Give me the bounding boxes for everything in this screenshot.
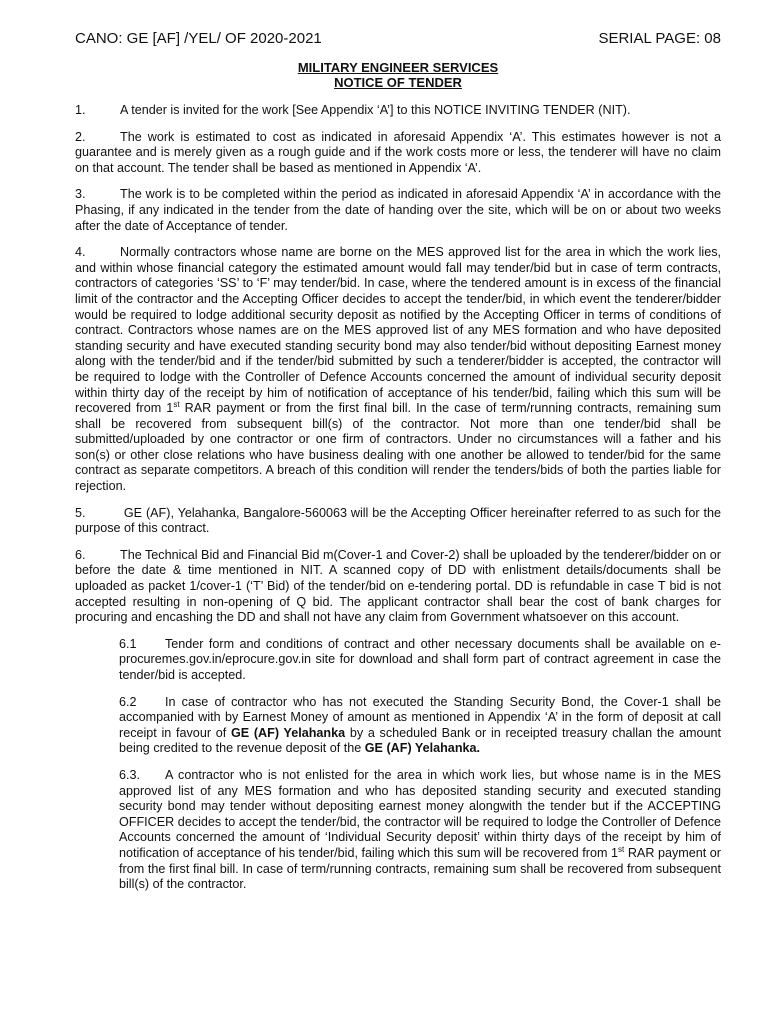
document-page: [75, 30, 721, 893]
paragraph-3: [75, 187, 721, 234]
paragraph-text: A tender is invited for the work [See Appendix ‘A’] to this NOTICE INVITING TENDER (NIT).: [120, 103, 631, 117]
paragraph-text: The work is estimated to cost as indicated in aforesaid Appendix ‘A’. This estimates however is not a guarantee and is merely given as a rough guide and if the work costs more or less, the tenderer will have no claim on that account. The tender shall be based as mentioned in Appendix ‘A’.: [75, 129, 721, 175]
paragraph-text: The work is to be completed within the period as indicated in aforesaid Appendix ‘A’ in accordance with the Phasing, if any indicated in the tender from the date of handing over the site, which will be on or about two weeks after the date of Acceptance of tender.: [75, 187, 721, 233]
page-header: [75, 30, 721, 48]
paragraph-number: 5.: [75, 505, 86, 520]
bold-office-name: GE (AF) Yelahanka: [230, 725, 346, 740]
paragraph-number: 6.: [75, 547, 86, 562]
paragraph-number: 3.: [75, 187, 86, 202]
subparagraph-text: Tender form and conditions of contract and other necessary documents shall be available on e-procuremes.gov.in/eprocure.gov.in site for download and shall form part of contract agreement in case the tender/bid is accepted.: [119, 636, 721, 682]
paragraph-text-cont: RAR payment or from the first final bill. In the case of term/running contracts, remaining sum shall be recovered from subsequent bill(s) of the contractor. Not more than one tender/bid shall be submitted/uploaded by one contractor or one firm of contractors. Under no circumstances will a father and his son(s) or other close relations who have business dealing with one another be allowed to tender/bid for the same contract as separate competitors. A breach of this condition will render the tenders/bids of both the parties liable for rejection.: [75, 401, 721, 494]
paragraph-text: Normally contractors whose name are borne on the MES approved list for the area in which the work lies, and within whose financial category the estimated amount would fall may tender/bid but in case of term contracts, contractors of categories ‘SS’ to ‘F’ may tender/bid. In case, where the tendered amount is in excess of the financial limit of the contractor and the Accepting Officer decides to accept the tender/bid, in which event the tenderer/bidder would be required to lodge additional security deposit as notified by the Accepting Officer in terms of conditions of contract. Contractors whose names are on the MES approved list of any MES formation and who have deposited standing security and have executed standing security bond may also tender/bid without depositing Earnest money along with the tender/bid and if the tender/bid submitted by such a tenderer/bidder is accepted, the contractor will be required to lodge with the Controller of Defence Accounts concerned the amount of individual security deposit within thirty day of the receipt by him of notification of acceptance of his tender/bid, failing which this sum will be recovered from 1: [75, 245, 721, 416]
subparagraph-number: 6.3.: [119, 767, 141, 782]
paragraph-text: GE (AF), Yelahanka, Bangalore-560063 will be the Accepting Officer hereinafter referred to as such for the purpose of this contract.: [75, 505, 721, 536]
paragraph-1: [75, 103, 721, 119]
paragraph-number: 1.: [75, 103, 86, 117]
document-subtitle: NOTICE OF TENDER: [334, 75, 462, 90]
paragraph-6: [75, 548, 721, 626]
paragraph-text: The Technical Bid and Financial Bid m(Cover-1 and Cover-2) shall be uploaded by the tenderer/bidder on or before the date & time mentioned in NIT. A scanned copy of DD with enlistment details/documents shall be uploaded as packet 1/cover-1 (‘T’ Bid) of the tender/bid on e-tendering portal. DD is refundable in case T bid is not accepted resulting in non-opening of Q bid. The applicant contractor shall bear the cost of bank charges for procuring and encashing the DD and shall not have any claim from Government whatsoever on this account.: [75, 547, 721, 625]
superscript: st: [618, 844, 625, 854]
document-title: MILITARY ENGINEER SERVICES: [297, 60, 499, 75]
subparagraph-6-1: [119, 637, 721, 684]
subparagraph-text: A contractor who is not enlisted for the area in which work lies, but whose name is in the MES approved list of any MES formation and who has deposited standing security and executed standing security bond may tender without depositing earnest money alongwith the tender but if the ACCEPTING OFFICER decides to accept the tender/bid, the contractor will be required to lodge the Controller of Defence Accounts concerned the amount of ‘Individual Security deposit’ within thirty days of the receipt by him of notification of acceptance of his tender/bid, failing which this sum will be recovered from 1: [119, 767, 721, 860]
subparagraph-6-2: [119, 695, 721, 757]
subparagraph-text-cont: by a scheduled Bank or in receipted treasury challan the amount being credited to the revenue deposit of the: [119, 725, 722, 756]
bold-office-name: GE (AF) Yelahanka.: [364, 741, 481, 756]
paragraph-2: [75, 130, 721, 177]
paragraph-number: 2.: [75, 129, 86, 144]
subparagraph-number: 6.2: [119, 694, 137, 709]
paragraph-4: [75, 245, 721, 495]
paragraph-5: [75, 506, 721, 537]
subparagraph-6-3: [119, 768, 721, 893]
cano-reference: CANO: GE [AF] /YEL/ OF 2020-2021: [75, 30, 322, 47]
subparagraph-number: 6.1: [119, 636, 137, 651]
superscript: st: [173, 399, 180, 409]
paragraph-number: 4.: [75, 245, 86, 260]
subparagraph-text-cont: RAR payment or from the first final bill. In case of term/running contracts, remaining sum shall be recovered from subsequent bill(s) of the contractor.: [119, 845, 722, 892]
serial-page-number: SERIAL PAGE: 08: [598, 30, 721, 47]
subparagraph-text: In case of contractor who has not executed the Standing Security Bond, the Cover-1 shall be accompanied with by Earnest Money of amount as mentioned in Appendix ‘A’ in the form of deposit at call receipt in favour of: [119, 694, 721, 740]
